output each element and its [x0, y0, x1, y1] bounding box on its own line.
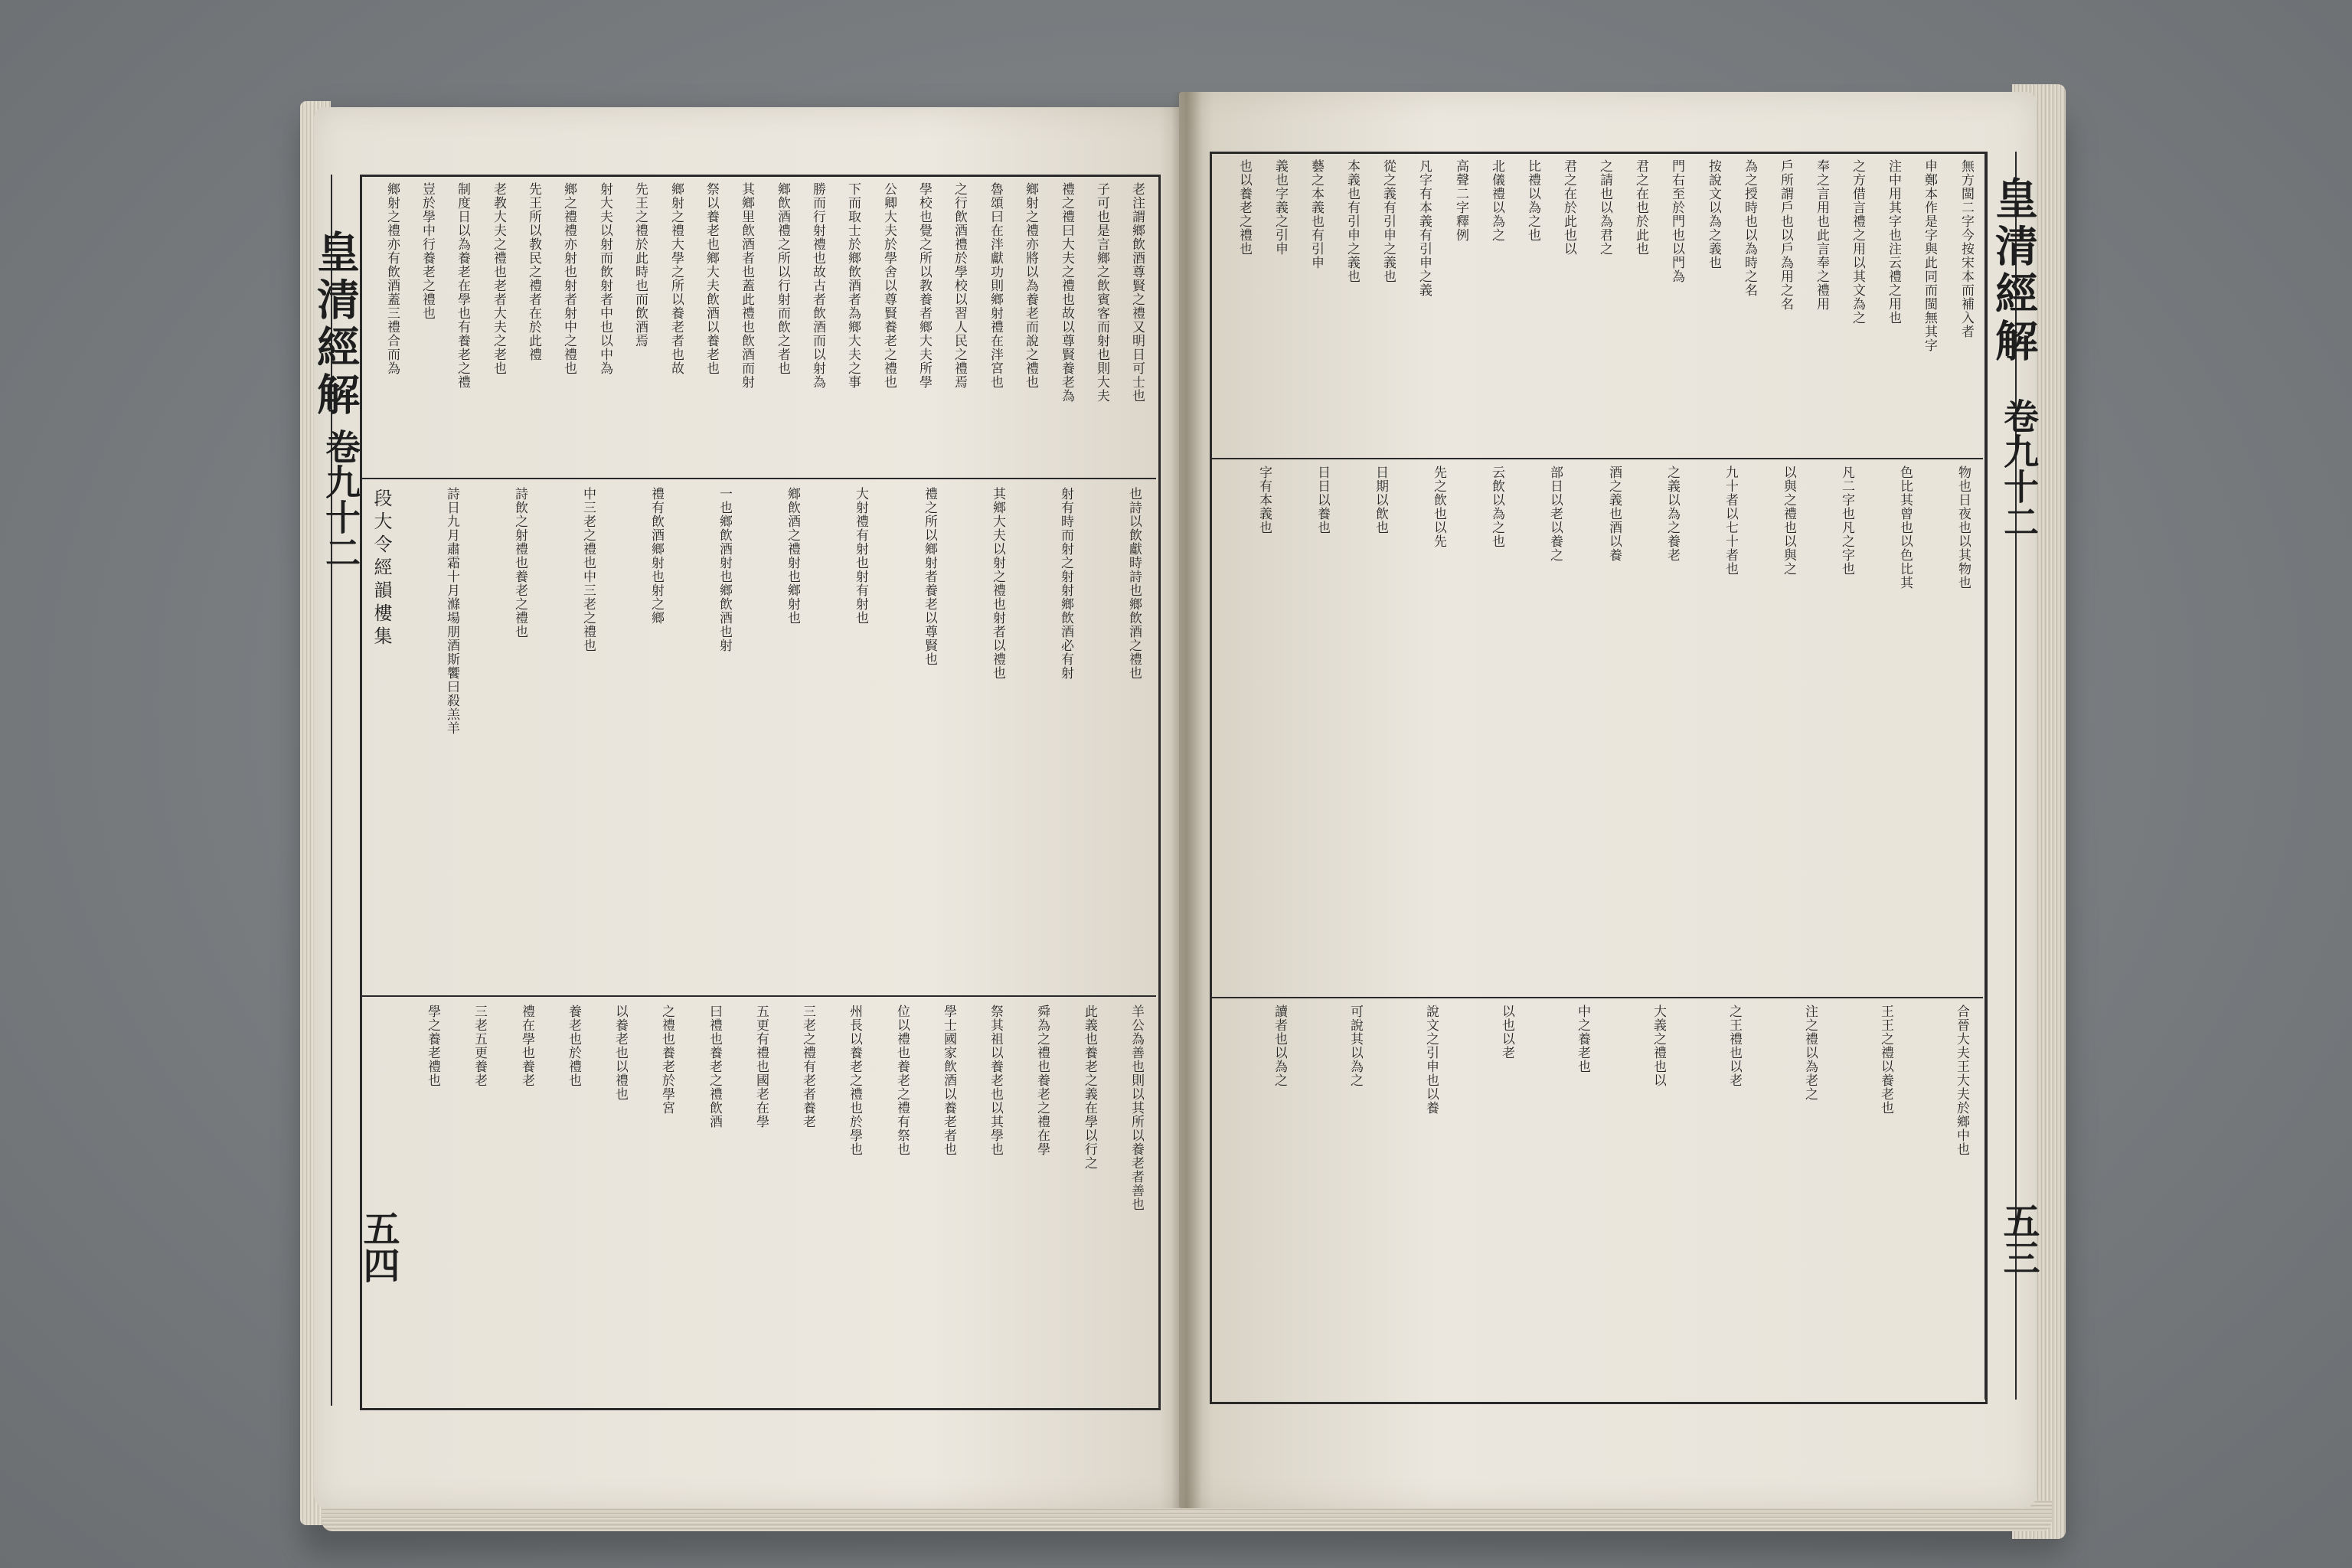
text-column: 從之義有引申之義也 [1380, 159, 1396, 283]
text-column: 比禮以為之也 [1525, 159, 1540, 242]
text-column: 學士國家飲酒以養老者也 [941, 1004, 956, 1156]
text-column: 本義也有引申之義也 [1344, 159, 1360, 283]
text-column: 之義以為之養老 [1664, 466, 1680, 562]
left-page-rule-lower [360, 995, 1156, 997]
text-column: 鄉飲酒禮之所以行射而飲之者也 [775, 182, 790, 375]
text-column: 也以養老之禮也 [1236, 159, 1252, 256]
text-column: 五更有禮也國老在學 [753, 1004, 769, 1129]
text-column: 戶所謂戶也以戶為用之名 [1778, 159, 1793, 311]
text-column: 禮在學也養老 [519, 1004, 534, 1087]
text-column: 此義也養老之義在學以行之 [1082, 1004, 1097, 1170]
text-column: 學之養老禮也 [425, 1004, 440, 1087]
left-volume-label: 卷九十二 [320, 429, 361, 570]
right-volume-label: 卷九十二 [1998, 398, 2040, 539]
text-column: 義也字義之引申 [1272, 159, 1288, 256]
book-gutter [1171, 92, 1202, 1508]
text-column: 射大夫以射而飲射者中也以中為 [597, 182, 612, 375]
text-column: 先之飲也以先 [1431, 466, 1446, 548]
text-column: 勝而行射禮也故古者飲酒而以射為 [810, 182, 825, 389]
right-series-title: 皇清經解 [1988, 176, 2039, 366]
text-column: 注中用其字也注云禮之用也 [1886, 159, 1901, 325]
text-column: 詩日九月肅霜十月滌場朋酒斯饗曰殺羔羊 [444, 487, 459, 735]
text-column: 也詩以飲獻時詩也鄉飲酒之禮也 [1126, 487, 1142, 680]
text-column: 鄉射之禮亦有飲酒蓋三禮合而為 [384, 182, 400, 375]
right-page-rule-upper [1210, 458, 1983, 459]
text-column: 以也以老 [1499, 1004, 1514, 1060]
text-column: 學校也覺之所以教養者鄉大夫所學 [916, 182, 932, 389]
left-page-caption: 段大令經韻樓集 [371, 488, 392, 649]
text-column: 無方閩二字今按宋本而補入者 [1958, 159, 1974, 338]
text-column: 之王禮也以老 [1726, 1004, 1742, 1087]
text-column: 門右至於門也以門為 [1669, 159, 1684, 283]
text-column: 合晉大夫王大夫於鄉中也 [1954, 1004, 1969, 1156]
text-column: 射有時而射之射射鄉飲酒必有射 [1058, 487, 1073, 680]
text-column: 一也鄉飲酒射也鄉飲酒也射 [717, 487, 732, 652]
text-column: 凡二字也凡之字也 [1839, 466, 1854, 576]
text-column: 之方借言禮之用以其文為之 [1850, 159, 1865, 325]
text-column: 先王所以教民之禮者在於此禮 [526, 182, 541, 361]
text-column: 豈於學中行養老之禮也 [420, 182, 435, 320]
text-column: 其鄉里飲酒者也蓋此禮也飲酒而射 [739, 182, 754, 389]
text-column: 部日以老以養之 [1547, 466, 1563, 562]
text-column: 舜為之禮也養老之禮在學 [1034, 1004, 1050, 1156]
text-column: 說文之引申也以養 [1423, 1004, 1439, 1115]
text-column: 凡字有本義有引申之義 [1416, 159, 1432, 297]
text-column: 君之在於此也以 [1561, 159, 1576, 256]
text-column: 老注謂鄉飲酒尊賢之禮又明日可士也 [1129, 182, 1145, 403]
text-column: 色比其曾也以色比其 [1897, 466, 1913, 590]
text-column: 子可也是言鄉之飲賓客而射也則大夫 [1094, 182, 1109, 403]
text-column: 藝之本義也有引申 [1308, 159, 1324, 270]
text-column: 之行飲酒禮於學校以習人民之禮焉 [952, 182, 967, 389]
text-column: 祭以養老也鄉大夫飲酒以養老也 [704, 182, 719, 375]
text-column: 申鄭本作是字與此同而閩無其字 [1922, 159, 1937, 352]
text-column: 禮有飲酒鄉射也射之鄉 [648, 487, 664, 625]
text-column: 其鄉大夫以射之禮也射者以禮也 [990, 487, 1005, 680]
text-column: 祭其祖以養老也以其學也 [988, 1004, 1003, 1156]
left-page-number: 五四 [357, 1210, 400, 1283]
left-page-rule-upper [360, 478, 1156, 479]
text-column: 三老之禮有老者養老 [800, 1004, 815, 1129]
text-column: 中之養老也 [1575, 1004, 1590, 1073]
text-column: 王王之禮以養老也 [1878, 1004, 1893, 1115]
text-column: 可說其以為之 [1348, 1004, 1363, 1087]
text-column: 公卿大夫於學舍以尊賢養老之禮也 [881, 182, 897, 389]
text-column: 大義之禮也以 [1651, 1004, 1666, 1087]
text-column: 君之在也於此也 [1633, 159, 1648, 256]
text-column: 按說文以為之義也 [1706, 159, 1721, 270]
text-column: 鄉之禮禮亦射也射者射中之禮也 [561, 182, 577, 375]
text-column: 曰禮也養老之禮飲酒 [707, 1004, 722, 1129]
text-column: 日期以飲也 [1373, 466, 1388, 534]
text-column: 州長以養老之禮也於學也 [847, 1004, 862, 1156]
text-column: 為之授時也以為時之名 [1742, 159, 1757, 297]
text-column: 注之禮以為老之 [1802, 1004, 1818, 1101]
text-column: 鄉射之禮亦將以為養老而說之禮也 [1023, 182, 1038, 389]
text-column: 中三老之禮也中三老之禮也 [580, 487, 596, 652]
text-column: 之禮也養老於學宮 [659, 1004, 675, 1115]
text-column: 讀者也以為之 [1272, 1004, 1287, 1087]
text-column: 日日以養也 [1315, 466, 1330, 534]
text-column: 之請也以為君之 [1597, 159, 1612, 256]
text-column: 鄉射之禮大學之所以養老者也故 [668, 182, 684, 375]
text-column: 物也日夜也以其物也 [1955, 466, 1971, 590]
text-column: 鄉飲酒之禮射也鄉射也 [785, 487, 800, 625]
text-column: 位以禮也養老之禮有祭也 [894, 1004, 910, 1156]
text-column: 酒之義也酒以養 [1606, 466, 1622, 562]
text-column: 禮之所以鄉射者養老以尊賢也 [922, 487, 937, 666]
text-column: 魯頌曰在泮獻功則鄉射禮在泮宮也 [988, 182, 1003, 389]
text-column: 奉之言用也此言奉之禮用 [1814, 159, 1829, 311]
text-column: 老教大夫之禮也老者大夫之老也 [491, 182, 506, 375]
text-column: 以養老也以禮也 [612, 1004, 628, 1101]
text-column: 制度日以為養老在學也有養老之禮 [455, 182, 470, 389]
right-page-rule-lower [1210, 997, 1983, 998]
text-column: 大射禮有射也射有射也 [853, 487, 868, 625]
text-column: 羊公為善也則以其所以養老者善也 [1129, 1004, 1144, 1211]
text-column: 三老五更養老 [472, 1004, 487, 1087]
text-column: 九十者以七十者也 [1723, 466, 1738, 576]
text-column: 禮之禮曰大夫之禮也故以尊賢養老為 [1059, 182, 1074, 403]
text-column: 云飲以為之也 [1489, 466, 1504, 548]
text-column: 下而取士於鄉飲酒者為鄉大夫之事 [845, 182, 861, 389]
left-series-title: 皇清經解 [310, 230, 361, 420]
text-column: 養老也於禮也 [566, 1004, 581, 1087]
text-column: 字有本義也 [1256, 466, 1272, 534]
text-column: 高聲二字釋例 [1453, 159, 1468, 242]
text-column: 北儀禮以為之 [1489, 159, 1504, 242]
text-column: 先王之禮於此時也而飲酒焉 [632, 182, 648, 348]
text-column: 以與之禮也以與之 [1781, 466, 1796, 576]
text-column: 詩飲之射禮也養老之禮也 [512, 487, 528, 639]
right-page-number: 五三 [1997, 1202, 2040, 1276]
